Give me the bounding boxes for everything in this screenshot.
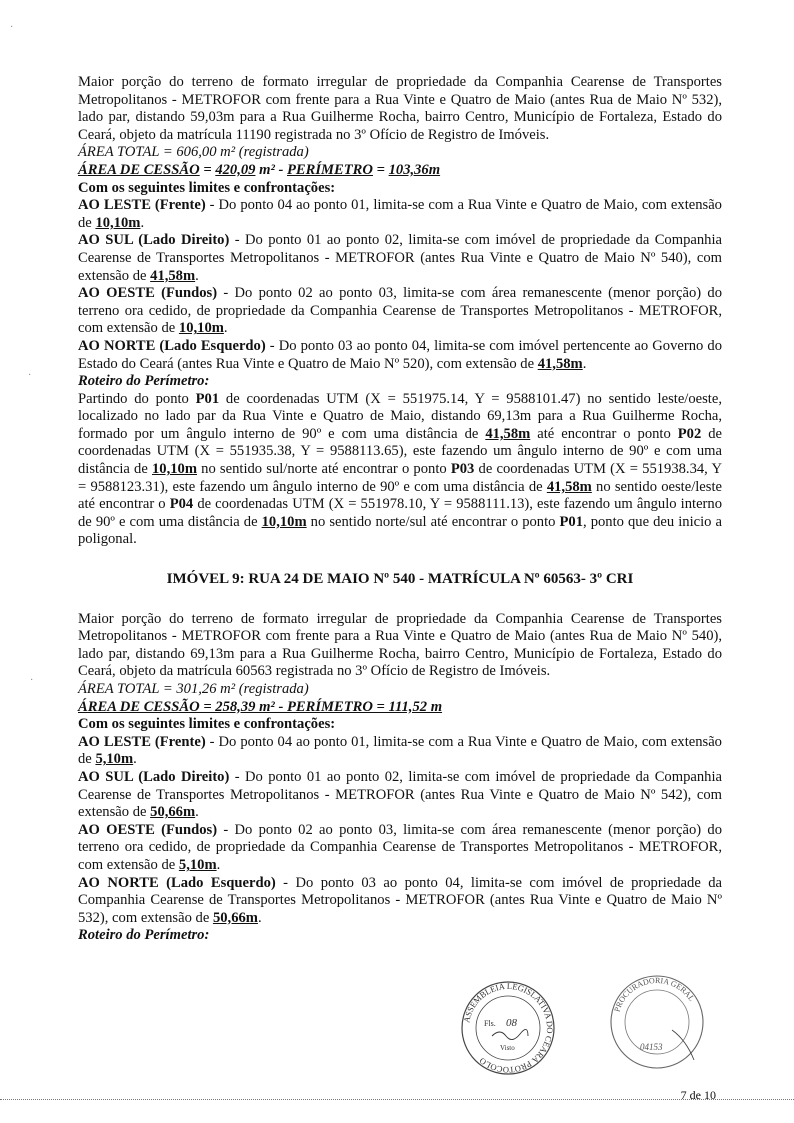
page-number: 7 de 10 xyxy=(680,1088,716,1102)
procuradoria-stamp xyxy=(602,970,712,1075)
roteiro-perimetro: Partindo do ponto P01 de coordenadas UTM (X = 551975.14, Y = 9588101.47) no sentido leste/oeste, localizado no lado par da Rua Vinte e Quatro de Maio, distando 69,13m para a Rua Guilherme Rocha, formado por um ângulo interno de 90º e com uma distância de 41,58m até encontrar o ponto P02 de coordenadas UTM (X = 551935.38, Y = 9588113.65), este fazendo um ângulo interno de 90º e com uma distância de 10,10m no sentido sul/norte até encontrar o ponto P03 de coordenadas UTM (X = 551938.34, Y = 9588123.31), este fazendo um ângulo interno de 90º e com uma distância de 41,58m no sentido oeste/leste até encontrar o P04 de coordenadas UTM (X = 551978.10, Y = 9588111.13), este fazendo um ângulo interno de 90º e com uma distância de 10,10m no sentido norte/sul até encontrar o ponto P01, ponto que deu inicio a poligonal. xyxy=(78,390,723,548)
svg-text:ASSEMBLEIA LEGISLATIVA DO CEAR: ASSEMBLEIA LEGISLATIVA DO CEARÁ PROTOCOLO xyxy=(461,980,556,1076)
limite-leste-2: AO LESTE (Frente) - Do ponto 04 ao ponto 01, limita-se com a Rua Vinte e Quatro de Maio, com extensão de 5,10m. xyxy=(78,733,722,768)
scan-speck: · xyxy=(30,675,34,686)
limite-leste: AO LESTE (Frente) - Do ponto 04 ao ponto 01, limita-se com a Rua Vinte e Quatro de Maio, com extensão de 10,10m. xyxy=(78,197,722,231)
document-body xyxy=(78,74,722,945)
area-total-2: ÁREA TOTAL = 301,26 m² (registrada) xyxy=(78,681,309,697)
roteiro-title: Roteiro do Perímetro: xyxy=(78,373,210,390)
limite-oeste: AO OESTE (Fundos) - Do ponto 02 ao ponto 03, limita-se com área remanescente (menor porção) do terreno ora cedido, de propriedade da Companhia Cearense de Transportes Metropolitanos - METROFOR, com extensão de 10,10m. xyxy=(78,285,722,337)
limites-title: Com os seguintes limites e confrontações: xyxy=(78,179,336,196)
svg-text:Fls.: Fls. xyxy=(484,1019,496,1028)
limites-title-2: Com os seguintes limites e confrontações: xyxy=(78,716,336,733)
footer-divider xyxy=(0,1099,794,1100)
svg-text:04153: 04153 xyxy=(640,1042,663,1052)
area-cessao-line: ÁREA DE CESSÃO = 420,09 m² - PERÍMETRO = 103,36m xyxy=(78,161,441,178)
property-description-2: Maior porção do terreno de formato irregular de propriedade da Companhia Cearense de Transportes Metropolitanos - METROFOR com frente para a Rua Vinte e Quatro de Maio (antes Rua de Maio Nº 540), lado par, distando 69,13m para a Rua Guilherme Rocha, bairro Centro, Município de Fortaleza, Estado do Ceará, objeto da matrícula 60563 registrada no 3º Ofício de Registro de Imóveis. xyxy=(78,610,722,680)
limite-norte: AO NORTE (Lado Esquerdo) - Do ponto 03 ao ponto 04, limita-se com imóvel pertencente ao Governo do Estado do Ceará (antes Rua Vinte e Quatro de Maio Nº 520), com extensão de 41,58m. xyxy=(78,337,722,372)
svg-text:PROCURADORIA GERAL: PROCURADORIA GERAL xyxy=(612,975,697,1013)
scan-speck: · xyxy=(10,22,14,33)
svg-text:08: 08 xyxy=(506,1017,517,1029)
area-cessao-line-2: ÁREA DE CESSÃO = 258,39 m² - PERÍMETRO = 111,52 m xyxy=(78,698,443,715)
svg-text:Visto: Visto xyxy=(500,1044,515,1052)
scan-speck: · xyxy=(28,370,32,381)
limite-oeste-2: AO OESTE (Fundos) - Do ponto 02 ao ponto 03, limita-se com área remanescente (menor porção) do terreno ora cedido, de propriedade da Companhia Cearense de Transportes Metropolitanos - METROFOR, com extensão de 5,10m. xyxy=(78,821,722,873)
area-total: ÁREA TOTAL = 606,00 m² (registrada) xyxy=(78,144,309,161)
roteiro-title-2: Roteiro do Perímetro: xyxy=(78,927,210,944)
property-description: Maior porção do terreno de formato irregular de propriedade da Companhia Cearense de Transportes Metropolitanos - METROFOR com frente para a Rua Vinte e Quatro de Maio (antes Rua de Maio Nº 532), lado par, distando 59,03m para a Rua Guilherme Rocha, bairro Centro, Município de Fortaleza, Estado do Ceará, objeto da matrícula 11190 registrada no 3º Ofício de Registro de Imóveis. xyxy=(78,74,722,143)
protocol-stamp xyxy=(458,978,558,1078)
section-heading: IMÓVEL 9: RUA 24 DE MAIO Nº 540 - MATRÍCULA Nº 60563- 3º CRI xyxy=(166,571,634,588)
limite-sul-2: AO SUL (Lado Direito) - Do ponto 01 ao ponto 02, limita-se com imóvel de propriedade da Companhia Cearense de Transportes Metropolitanos - METROFOR (antes Rua Vinte e Quatro de Maio Nº 542), com extensão de 50,66m. xyxy=(78,768,722,821)
limite-sul: AO SUL (Lado Direito) - Do ponto 01 ao ponto 02, limita-se com imóvel de propriedade da Companhia Cearense de Transportes Metropolitanos - METROFOR (antes Rua Vinte e Quatro de Maio Nº 540), com extensão de 41,58m. xyxy=(78,232,722,284)
limite-norte-2: AO NORTE (Lado Esquerdo) - Do ponto 03 ao ponto 04, limita-se com imóvel de propriedade da Companhia Cearense de Transportes Metropolitanos - METROFOR (antes Rua Vinte e Quatro de Maio Nº 532), com extensão de 50,66m. xyxy=(78,874,722,926)
